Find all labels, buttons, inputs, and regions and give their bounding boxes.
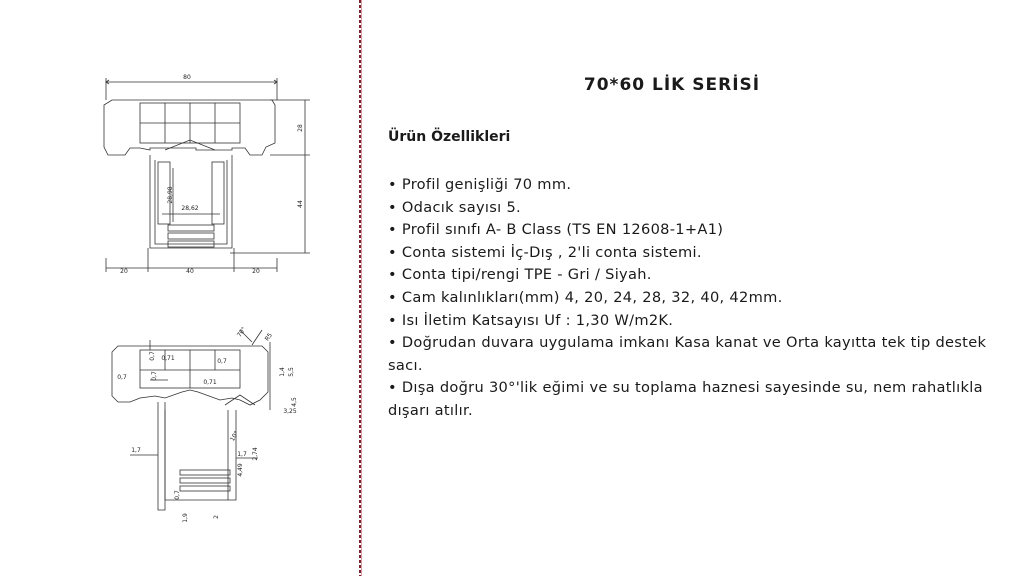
d-07a: 0,7 bbox=[149, 351, 156, 361]
dim-right-upper: 28 bbox=[297, 124, 304, 132]
d-r5: R5 bbox=[263, 331, 274, 343]
d-14: 1,4 bbox=[279, 367, 286, 377]
features-heading: Ürün Özellikleri bbox=[388, 129, 511, 145]
bottom-profile-drawing bbox=[112, 330, 270, 510]
feature-item: • Conta sistemi İç-Dış , 2'li conta sistemi. bbox=[388, 243, 702, 261]
d-17a: 1,7 bbox=[131, 447, 141, 454]
d-17b: 1,7 bbox=[237, 451, 247, 458]
feature-item: • Dışa doğru 30°'lik eğimi ve su toplama haznesi sayesinde su, nem rahatlıkla dışarı atılır. bbox=[388, 379, 983, 419]
d-071b: 0,71 bbox=[203, 379, 217, 386]
d-2: 2 bbox=[213, 515, 220, 519]
feature-item: • Profil genişliği 70 mm. bbox=[388, 176, 572, 193]
d-19: 1,9 bbox=[182, 513, 189, 523]
feature-item: • Doğrudan duvara uygulama imkanı Kasa kanat ve Orta kayıtta tek tip destek sacı. bbox=[388, 334, 987, 374]
dim-bottom-mid: 40 bbox=[186, 268, 194, 275]
top-profile-drawing bbox=[104, 78, 310, 272]
vertical-divider bbox=[359, 0, 361, 576]
d-071a: 0,71 bbox=[161, 355, 175, 362]
feature-list bbox=[388, 174, 1018, 423]
dim-inner-height: 28,98 bbox=[167, 186, 174, 204]
d-45: 4,5 bbox=[291, 397, 298, 407]
d-07e: 0,7 bbox=[174, 490, 181, 500]
dim-bottom-left: 20 bbox=[120, 268, 128, 275]
d-07d: 0,7 bbox=[151, 371, 158, 381]
d-07c: 0,7 bbox=[117, 374, 127, 381]
feature-item: • Isı İletim Katsayısı Uf : 1,30 W/m2K. bbox=[388, 311, 674, 329]
d-10deg: 10° bbox=[229, 429, 241, 443]
technical-drawing bbox=[0, 0, 358, 576]
feature-item: • Cam kalınlıkları(mm) 4, 20, 24, 28, 32, 40, 42mm. bbox=[388, 288, 783, 306]
d-70deg: 70° bbox=[235, 325, 248, 339]
bottom-profile-labels bbox=[117, 326, 298, 523]
d-07b: 0,7 bbox=[217, 358, 227, 365]
dim-width: 80 bbox=[183, 74, 191, 81]
dim-right-lower: 44 bbox=[297, 200, 304, 208]
series-title: 70*60 LİK SERİSİ bbox=[583, 75, 761, 95]
feature-item: • Profil sınıfı A- B Class (TS EN 12608-1+A1) bbox=[388, 221, 724, 239]
feature-item: • Conta tipi/rengi TPE - Gri / Siyah. bbox=[388, 266, 652, 284]
dim-inner-width: 28,62 bbox=[181, 205, 199, 212]
d-449: 4,49 bbox=[237, 463, 244, 477]
d-274: 2,74 bbox=[252, 447, 259, 461]
d-325: 3,25 bbox=[283, 408, 297, 415]
dim-bottom-right: 20 bbox=[252, 268, 260, 275]
feature-item: • Odacık sayısı 5. bbox=[388, 198, 521, 216]
d-55: 5,5 bbox=[288, 367, 295, 377]
